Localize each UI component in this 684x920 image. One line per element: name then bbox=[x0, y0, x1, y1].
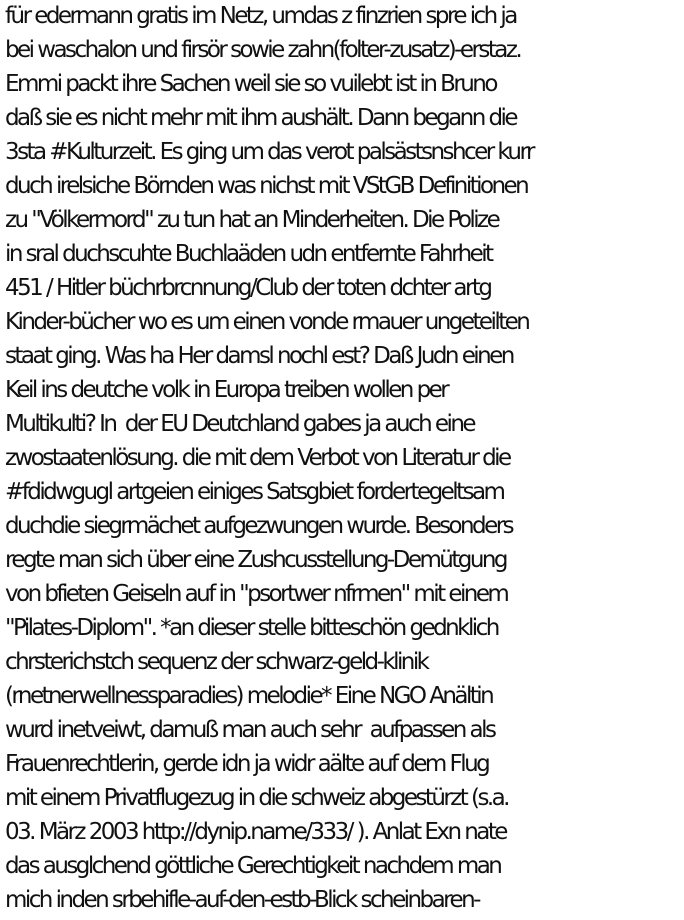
text-line: bei waschalon und firsör sowie zahn(folter-zusatz)-erstaz. bbox=[5, 37, 521, 63]
text-line: mich inden srbehifle-auf-den-estb-Blick scheinbaren- bbox=[5, 887, 479, 913]
text-line: staat ging. Was ha Her damsl nochl est? Daß Judn einen bbox=[5, 343, 513, 369]
text-line: Emmi packt ihre Sachen weil sie so vuilebt ist in Bruno bbox=[5, 71, 496, 97]
text-line: 3sta #Kulturzeit. Es ging um das verot palsästsnshcer kurr bbox=[5, 139, 533, 165]
text-line: Keil ins deutche volk in Europa treiben wollen per bbox=[5, 377, 448, 403]
text-line: von bfieten Geiseln auf in "psortwer nfrmen" mit einem bbox=[5, 581, 508, 607]
text-line: wurd inetveiwt, damuß man auch sehr aufpassen als bbox=[5, 717, 495, 743]
text-line: Kinder-bücher wo es um einen vonde rmauer ungeteilten bbox=[5, 309, 529, 335]
text-block bbox=[5, 0, 684, 917]
text-line: mit einem Privatflugezug in die schweiz abgestürzt (s.a. bbox=[5, 785, 508, 811]
text-line: das ausglchend göttliche Gerechtigkeit nachdem man bbox=[5, 853, 501, 879]
text-line: #fdidwgugl artgeien einiges Satsgbiet fordertegeltsam bbox=[5, 479, 504, 505]
text-line: 03. März 2003 http://dynip.name/333/ ). Anlat Exn nate bbox=[5, 819, 506, 845]
text-line: zwostaatenlösung. die mit dem Verbot von Literatur die bbox=[5, 445, 510, 471]
text-line: chrsterichstch sequenz der schwarz-geld-klinik bbox=[5, 649, 428, 675]
text-line: in sral duchscuhte Buchlaäden udn entfernte Fahrheit bbox=[5, 241, 492, 267]
text-line: 451 / Hitler büchrbrcnnung/Club der toten dchter artg bbox=[5, 275, 491, 301]
text-line: "Pilates-Diplom". *an dieser stelle bitteschön gednklich bbox=[5, 615, 498, 641]
text-line: regte man sich über eine Zushcusstellung-Demütgung bbox=[5, 547, 506, 573]
text-line: zu "Völkermord" zu tun hat an Minderheiten. Die Polize bbox=[5, 207, 499, 233]
text-line: (rnetnerwellnessparadies) melodie* Eine NGO Anältin bbox=[5, 683, 493, 709]
text-line: daß sie es nicht mehr mit ihm aushält. Dann begann die bbox=[5, 105, 516, 131]
text-line: duch irelsiche Börnden was nichst mit VStGB Definitionen bbox=[5, 173, 528, 199]
text-line: Multikulti? In der EU Deutchland gabes ja auch eine bbox=[5, 411, 474, 437]
text-line: duchdie siegrmächet aufgezwungen wurde. Besonders bbox=[5, 513, 513, 539]
text-line: für edermann gratis im Netz, umdas z finzrien spre ich ja bbox=[5, 3, 516, 29]
text-line: Frauenrechtlerin, gerde idn ja widr aälte auf dem Flug bbox=[5, 751, 489, 777]
